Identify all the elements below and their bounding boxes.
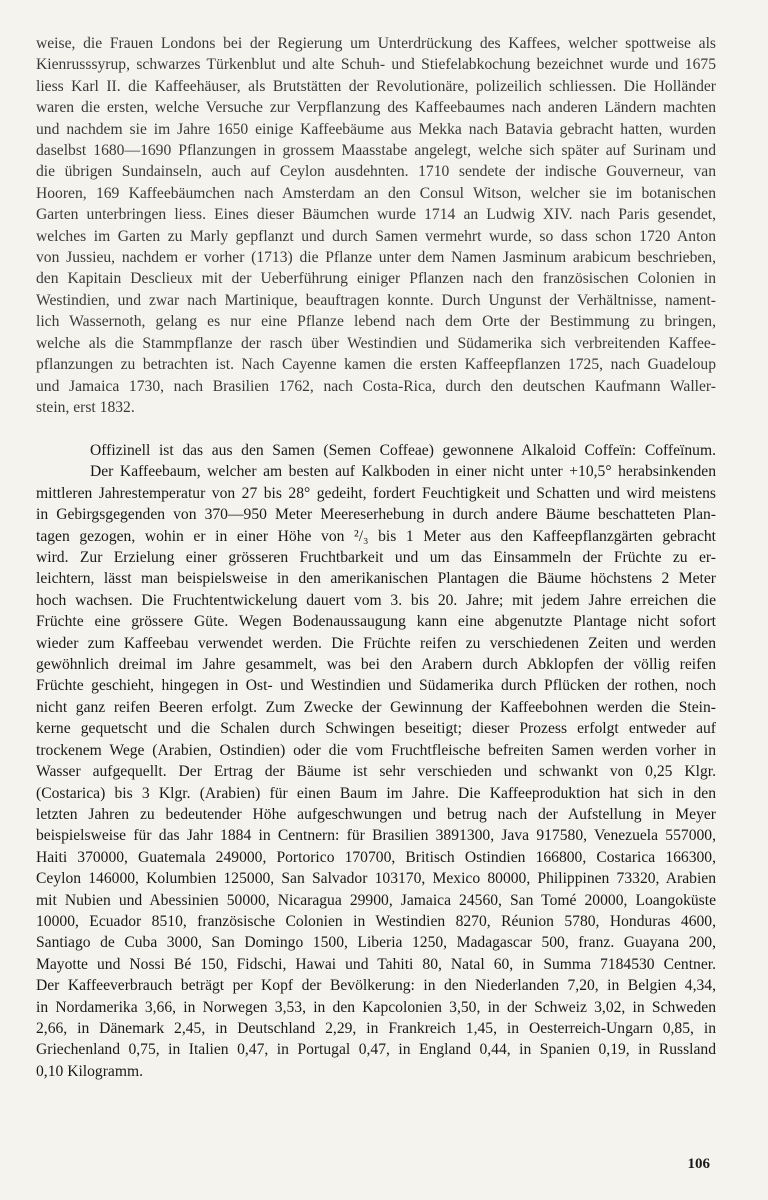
text-line: weise, die Frauen Londons bei der Regierung um Unterdrückung des Kaffees, welcher spottweise als: [36, 35, 716, 52]
text-line: wird. Zur Erzielung einer grösseren Fruchtbarkeit und um das Einsammeln der Früchte zu er-: [36, 549, 716, 567]
page-number: 106: [687, 1156, 710, 1172]
text-line: 2,66, in Dänemark 2,45, in Deutschland 2,29, in Frankreich 1,45, in Oesterreich-Ungarn 0,85, in: [36, 1019, 716, 1037]
text-line: leichtern, lässt man beispielsweise in den amerikanischen Plantagen die Bäume höchstens 2 Meter: [36, 570, 716, 588]
text-line: Santiago de Cuba 3000, San Domingo 1500, Liberia 1250, Madagascar 500, franz. Guayana 200,: [36, 934, 716, 952]
text-line: trockenem Wege (Arabien, Ostindien) oder die vom Fruchtfleische befreiten Samen werden vorher in: [36, 741, 716, 759]
text-line: Früchte eine grössere Güte. Wegen Bodenaussaugung kann eine abgenutzte Plantage nicht sofort: [36, 613, 716, 631]
text-line: mittleren Jahrestemperatur von 27 bis 28° gedeiht, fordert Feuchtigkeit und Schatten und wird meistens: [36, 484, 716, 502]
text-line: 10000, Ecuador 8510, französische Colonien in Westindien 8270, Réunion 5780, Honduras 4600,: [36, 912, 716, 930]
text-line: wieder zum Kaffeebau verwendet werden. Die Früchte reifen zu verschiedenen Zeiten und werden: [36, 634, 716, 652]
text-line: nicht ganz reifen Beeren erfolgt. Zum Zwecke der Gewinnung der Kaffeebohnen werden die Stein-: [36, 698, 716, 716]
text-line: in Gebirgsgegenden von 370—950 Meter Meereserhebung in durch andere Bäume beschatteten Plan-: [36, 506, 716, 524]
text-line: waren die ersten, welche Versuche zur Verpflanzung des Kaffeebaumes nach anderen Ländern machten: [36, 99, 716, 117]
text-line: Westindien, und zwar nach Martinique, beauftragen konnte. Durch Ungunst der Verhältnisse, nament-: [36, 291, 716, 309]
text-line: Kienrusssyrup, schwarzes Türkenblut und alte Schuh- und Stiefelabkochung bezeichnet wurde und 1675: [36, 56, 716, 74]
text-line: liess Karl II. die Kaffeehäuser, als Brutstätten der Revolutionäre, polizeilich schliessen. Die Holländer: [36, 77, 716, 95]
text-line: Griechenland 0,75, in Italien 0,47, in Portugal 0,47, in England 0,44, in Spanien 0,19, in Russland: [36, 1041, 716, 1059]
paragraph-cultivation: [36, 440, 716, 1082]
text-line: in Nordamerika 3,66, in Norwegen 3,53, in den Kapcolonien 3,50, in der Schweiz 3,02, in Schweden: [36, 998, 716, 1016]
text-line: letzten Jahren zu bedeutender Höhe aufgeschwungen und betrug nach der Aufstellung in Meyer: [36, 805, 716, 823]
text-line: und Jamaica 1730, nach Brasilien 1762, nach Costa-Rica, durch den deutschen Kaufmann Waller-: [36, 377, 716, 395]
text-line: die übrigen Sundainseln, auch auf Ceylon ausdehnten. 1710 sendete der indische Gouverneur, van: [36, 163, 716, 181]
text-line: den Kapitain Desclieux mit der Ueberführung einiger Pflanzen nach den französischen Colonien in: [36, 270, 716, 288]
text-line: hoch wachsen. Die Fruchtentwickelung dauert vom 3. bis 20. Jahre; mit jedem Jahre erreichen die: [36, 591, 716, 609]
text-line: Ceylon 146000, Kolumbien 125000, San Salvador 103170, Mexico 80000, Philippinen 73320, Arabien: [36, 870, 716, 888]
text-line: beispielsweise für das Jahr 1884 in Centnern: für Brasilien 3891300, Java 917580, Venezuela 557000,: [36, 827, 716, 845]
text-line: Der Kaffeeverbrauch beträgt per Kopf der Bevölkerung: in den Niederlanden 7,20, in Belgien 4,34,: [36, 977, 716, 995]
text-line: daselbst 1680—1690 Pflanzungen in grossem Maasstabe angelegt, welche sich später auf Surinam und: [36, 142, 716, 160]
text-line: und nachdem sie im Jahre 1650 einige Kaffeebäume aus Mekka nach Batavia gebracht hatten, wurden: [36, 120, 716, 138]
text-line: tagen gezogen, wohin er in einer Höhe von ²/₃ bis 1 Meter aus den Kaffeepflanzgärten gebracht: [36, 527, 716, 545]
text-line: Haiti 370000, Guatemala 249000, Portorico 170700, Britisch Ostindien 166800, Costarica 166300,: [36, 848, 716, 866]
text-line: stein, erst 1832.: [36, 398, 135, 416]
text-line: (Costarica) bis 3 Klgr. (Arabien) für einen Baum im Jahre. Die Kaffeeproduktion hat sich in den: [36, 784, 716, 802]
text-line: Der Kaffeebaum, welcher am besten auf Kalkboden in einer nicht unter +10,5° herabsinkenden: [90, 463, 716, 481]
text-line: Mayotte und Nossi Bé 150, Fidschi, Hawai und Tahiti 80, Natal 60, in Summa 7184530 Centner.: [36, 955, 716, 973]
text-line: gewöhnlich dreimal im Jahre gesammelt, was bei den Arabern durch Abklopfen der völlig reifen: [36, 656, 716, 674]
section-heading-line: Offizinell ist das aus den Samen (Semen Coffeae) gewonnene Alkaloid Coffeïn: Coffeïnum.: [90, 442, 716, 459]
text-line: pflanzungen zu betrachten ist. Nach Cayenne kamen die ersten Kaffeepflanzen 1725, nach Guadeloup: [36, 356, 716, 374]
text-line: lich Wassernoth, gelang es nur eine Pflanze lebend nach dem Orte der Bestimmung zu bringen,: [36, 313, 716, 331]
text-line: welches im Garten zu Marly gepflanzt und durch Samen vermehrt wurde, so dass schon 1720 Anton: [36, 227, 716, 245]
text-line: mit Nubien und Abessinien 50000, Nicaragua 29900, Jamaica 24560, San Tomé 20000, Loangoküste: [36, 891, 716, 909]
text-line: Früchte geschieht, hingegen in Ost- und Westindien und Südamerika durch Pflücken der rothen, noch: [36, 677, 716, 695]
text-line: Hooren, 169 Kaffeebäumchen nach Amsterdam an den Consul Witson, welcher sie im botanischen: [36, 184, 716, 202]
text-line: von Jussieu, nachdem er vorher (1713) die Pflanze unter dem Namen Jasminum arabicum beschrieben,: [36, 249, 716, 267]
text-line: Garten unterbringen liess. Eines dieser Bäumchen wurde 1714 an Ludwig XIV. nach Paris gesendet,: [36, 206, 716, 224]
text-line: Wasser aufgequellt. Der Ertrag der Bäume ist sehr verschieden und schwankt von 0,25 Klgr.: [36, 763, 716, 781]
paragraph-history: [36, 33, 716, 418]
text-line: kerne gequetscht und die Schalen durch Schwingen beseitigt; dieser Prozess erfolgt entweder auf: [36, 720, 716, 738]
text-line: 0,10 Kilogramm.: [36, 1062, 143, 1080]
text-line: welche als die Stammpflanze der rasch über Westindien und Südamerika sich verbreitenden Kaffee-: [36, 334, 716, 352]
